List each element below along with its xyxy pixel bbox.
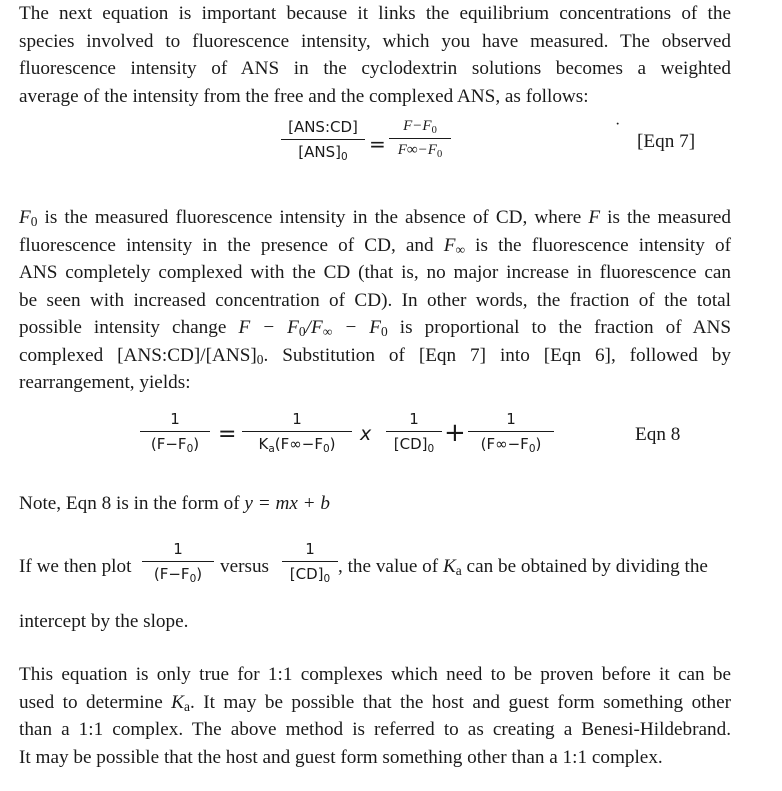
intercept-line: intercept by the slope. bbox=[19, 611, 189, 632]
numerator: 1 bbox=[409, 410, 419, 428]
text-line: species involved to fluorescence intensity, which you have measured. The observed bbox=[19, 30, 731, 52]
eqn7-lhs-fraction bbox=[281, 118, 365, 161]
numerator: 1 bbox=[506, 410, 516, 428]
eqn8-fraction-4 bbox=[468, 410, 554, 453]
numerator: 1 bbox=[305, 540, 315, 558]
closing-paragraph bbox=[19, 661, 731, 771]
stray-dot: · bbox=[615, 116, 621, 133]
eqn8-label: Eqn 8 bbox=[635, 424, 681, 445]
denominator: $[CD]_0$ bbox=[289, 565, 331, 585]
text-line: fluorescence intensity of ANS in the cyclodextrin solutions becomes a weighted bbox=[19, 58, 731, 79]
fraction-bar bbox=[242, 431, 352, 432]
text-line: used to determine $K_a$. It may be possible that the host and guest form something other bbox=[19, 691, 731, 714]
fraction-bar bbox=[281, 139, 365, 140]
denominator: $K_a(F\infty-F_0)$ bbox=[258, 435, 336, 455]
denominator: $(F\infty-F_0)$ bbox=[480, 435, 542, 455]
fraction-bar bbox=[142, 561, 214, 562]
fraction-bar bbox=[468, 431, 554, 432]
definitions-paragraph bbox=[19, 204, 731, 397]
fraction-bar bbox=[140, 431, 210, 432]
text-line: ANS completely complexed with the CD (that is, no major increase in fluorescence can bbox=[19, 262, 731, 283]
denominator: $(F-F_0)$ bbox=[150, 435, 200, 455]
plot-fraction-2 bbox=[282, 540, 338, 583]
eqn7-lhs-denominator: $[ANS]_0$ bbox=[298, 143, 348, 163]
text-line: It may be possible that the host and guest form something other than a 1:1 complex. bbox=[19, 746, 663, 768]
fraction-bar bbox=[282, 561, 338, 562]
numerator: 1 bbox=[170, 410, 180, 428]
eqn8-fraction-3 bbox=[386, 410, 442, 453]
eqn8-fraction-1 bbox=[140, 410, 210, 453]
eqn8-fraction-2 bbox=[242, 410, 352, 453]
eqn7-rhs-numerator: $F-F_0$ bbox=[403, 118, 437, 136]
eqn7-equals: = bbox=[369, 132, 386, 156]
eqn8-times: x bbox=[360, 423, 372, 445]
fraction-bar bbox=[386, 431, 442, 432]
text-line: $F_0$ is the measured fluorescence intensity in the absence of CD, where F is the measured bbox=[19, 207, 731, 229]
eqn7-rhs-denominator: $F\infty-F_0$ bbox=[397, 142, 443, 160]
numerator: 1 bbox=[292, 410, 302, 428]
eqn8-plus: + bbox=[444, 418, 466, 448]
fraction-bar bbox=[389, 138, 451, 139]
text-line: average of the intensity from the free and the complexed ANS, as follows: bbox=[19, 85, 589, 107]
eqn7-lhs-numerator: [ANS:CD] bbox=[288, 118, 358, 136]
denominator: $[CD]_0$ bbox=[393, 435, 435, 455]
text-line: complexed $[ANS:CD]/[ANS]_0$. Substitution of [Eqn 7] into [Eqn 6], followed by bbox=[19, 344, 731, 367]
text-line: than a 1:1 complex. The above method is referred to as creating a Benesi-Hildebrand. bbox=[19, 719, 731, 740]
eqn7-rhs-fraction bbox=[389, 118, 451, 159]
eqn8-equals: = bbox=[218, 422, 237, 447]
text-line: The next equation is important because it links the equilibrium concentrations of the bbox=[19, 3, 731, 24]
text-line: fluorescence intensity in the presence of CD, and $F_\infty$ is the fluorescence intensity of bbox=[19, 234, 731, 257]
plot-text-versus: versus bbox=[220, 556, 270, 577]
numerator: 1 bbox=[173, 540, 183, 558]
text-line: rearrangement, yields: bbox=[19, 372, 191, 393]
denominator: $(F-F_0)$ bbox=[153, 565, 203, 585]
intro-paragraph bbox=[19, 0, 731, 110]
note-line: Note, Eqn 8 is in the form of y = mx + b bbox=[19, 493, 330, 514]
text-line: be seen with increased concentration of CD). In other words, the fraction of the total bbox=[19, 289, 731, 311]
plot-fraction-1 bbox=[142, 540, 214, 583]
plot-text-rest: , the value of $K_a$ can be obtained by dividing the bbox=[338, 556, 708, 578]
text-line: This equation is only true for 1:1 complexes which need to be proven before it can be bbox=[19, 664, 731, 685]
plot-text-a: If we then plot bbox=[19, 556, 132, 577]
text-line: possible intensity change $F - F_0/F_\infty - F_0$ is proportional to the fraction of ANS bbox=[19, 317, 732, 339]
eqn7-label: [Eqn 7] bbox=[637, 131, 696, 152]
